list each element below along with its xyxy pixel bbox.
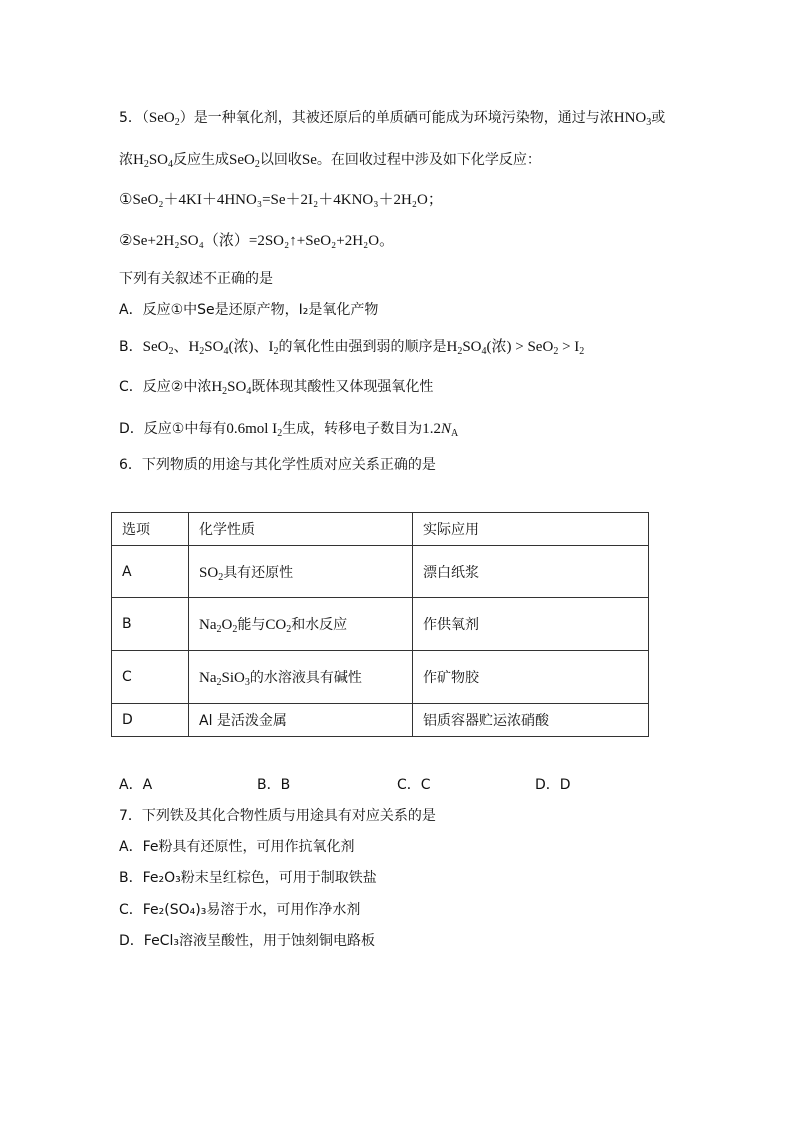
table-cell: D — [112, 704, 189, 737]
table-cell: 漂白纸浆 — [413, 546, 649, 598]
q7-stem: 7．下列铁及其化合物性质与用途具有对应关系的是 — [119, 808, 436, 824]
table-cell: $Na_2SiO_3$的水溶液具有碱性 — [189, 651, 413, 704]
table-header: 实际应用 — [413, 513, 649, 546]
q5-line2: 浓$H_2SO_4$反应生成SeO$_2$以回收Se。在回收过程中涉及如下化学反应： — [119, 152, 541, 170]
q6-option-b: B．B — [257, 777, 291, 793]
table-cell: $SO_2$具有还原性 — [189, 546, 413, 598]
q5-option-b: B．SeO$_2$、$H_2SO_4$(浓)、$I_2$的氧化性由强到弱的顺序是$H_2SO_4$(浓) > $SeO_2 > I_2$ — [119, 339, 585, 357]
table-cell: Al 是活泼金属 — [189, 704, 413, 737]
table-cell: A — [112, 546, 189, 598]
table-row — [112, 546, 649, 598]
table-header: 化学性质 — [189, 513, 413, 546]
q7-option-a: A．Fe粉具有还原性，可用作抗氧化剂 — [119, 839, 355, 855]
q6-option-a: A．A — [119, 777, 153, 793]
table-cell: 作供氧剂 — [413, 598, 649, 651]
table-header-row — [112, 513, 649, 546]
table-cell: $Na_2O_2$能与$CO_2$和水反应 — [189, 598, 413, 651]
table-cell: B — [112, 598, 189, 651]
q5-option-a: A．反应①中Se是还原产物，I₂是氧化产物 — [119, 302, 379, 318]
table-cell: 作矿物胶 — [413, 651, 649, 704]
table-cell: 铝质容器贮运浓硝酸 — [413, 704, 649, 737]
q5-reaction-1: ①SeO₂＋4KI＋4HNO₃=Se＋2I₂＋4KNO₃＋2H₂O； — [119, 192, 443, 208]
q5-reaction-2: ②Se+2H₂SO₄（浓）=2SO₂↑+SeO₂+2H₂O。 — [119, 233, 395, 249]
table-header: 选项 — [112, 513, 189, 546]
q6-stem: 6．下列物质的用途与其化学性质对应关系正确的是 — [119, 457, 436, 473]
q5-line1: 5．（SeO$_2$）是一种氧化剂，其被还原后的单质硒可能成为环境污染物，通过与浓$HNO_3$或 — [119, 110, 666, 128]
q5-stem: 下列有关叙述不正确的是 — [119, 271, 273, 287]
q7-option-b: B．Fe₂O₃粉末呈红棕色，可用于制取铁盐 — [119, 870, 377, 886]
q6-table — [111, 512, 649, 737]
q5-option-c: C．反应②中浓$H_2SO_4$既体现其酸性又体现强氧化性 — [119, 379, 434, 397]
table-row — [112, 704, 649, 737]
table-cell: C — [112, 651, 189, 704]
q7-option-d: D．FeCl₃溶液呈酸性，用于蚀刻铜电路板 — [119, 933, 375, 949]
table-row — [112, 651, 649, 704]
table-row — [112, 598, 649, 651]
q6-option-d: D．D — [535, 777, 571, 793]
q7-option-c: C．Fe₂(SO₄)₃易溶于水，可用作净水剂 — [119, 902, 361, 918]
q6-option-c: C．C — [397, 777, 431, 793]
q5-option-d: D．反应①中每有0.6mol $I_2$生成，转移电子数目为$1.2N_A$ — [119, 421, 459, 439]
